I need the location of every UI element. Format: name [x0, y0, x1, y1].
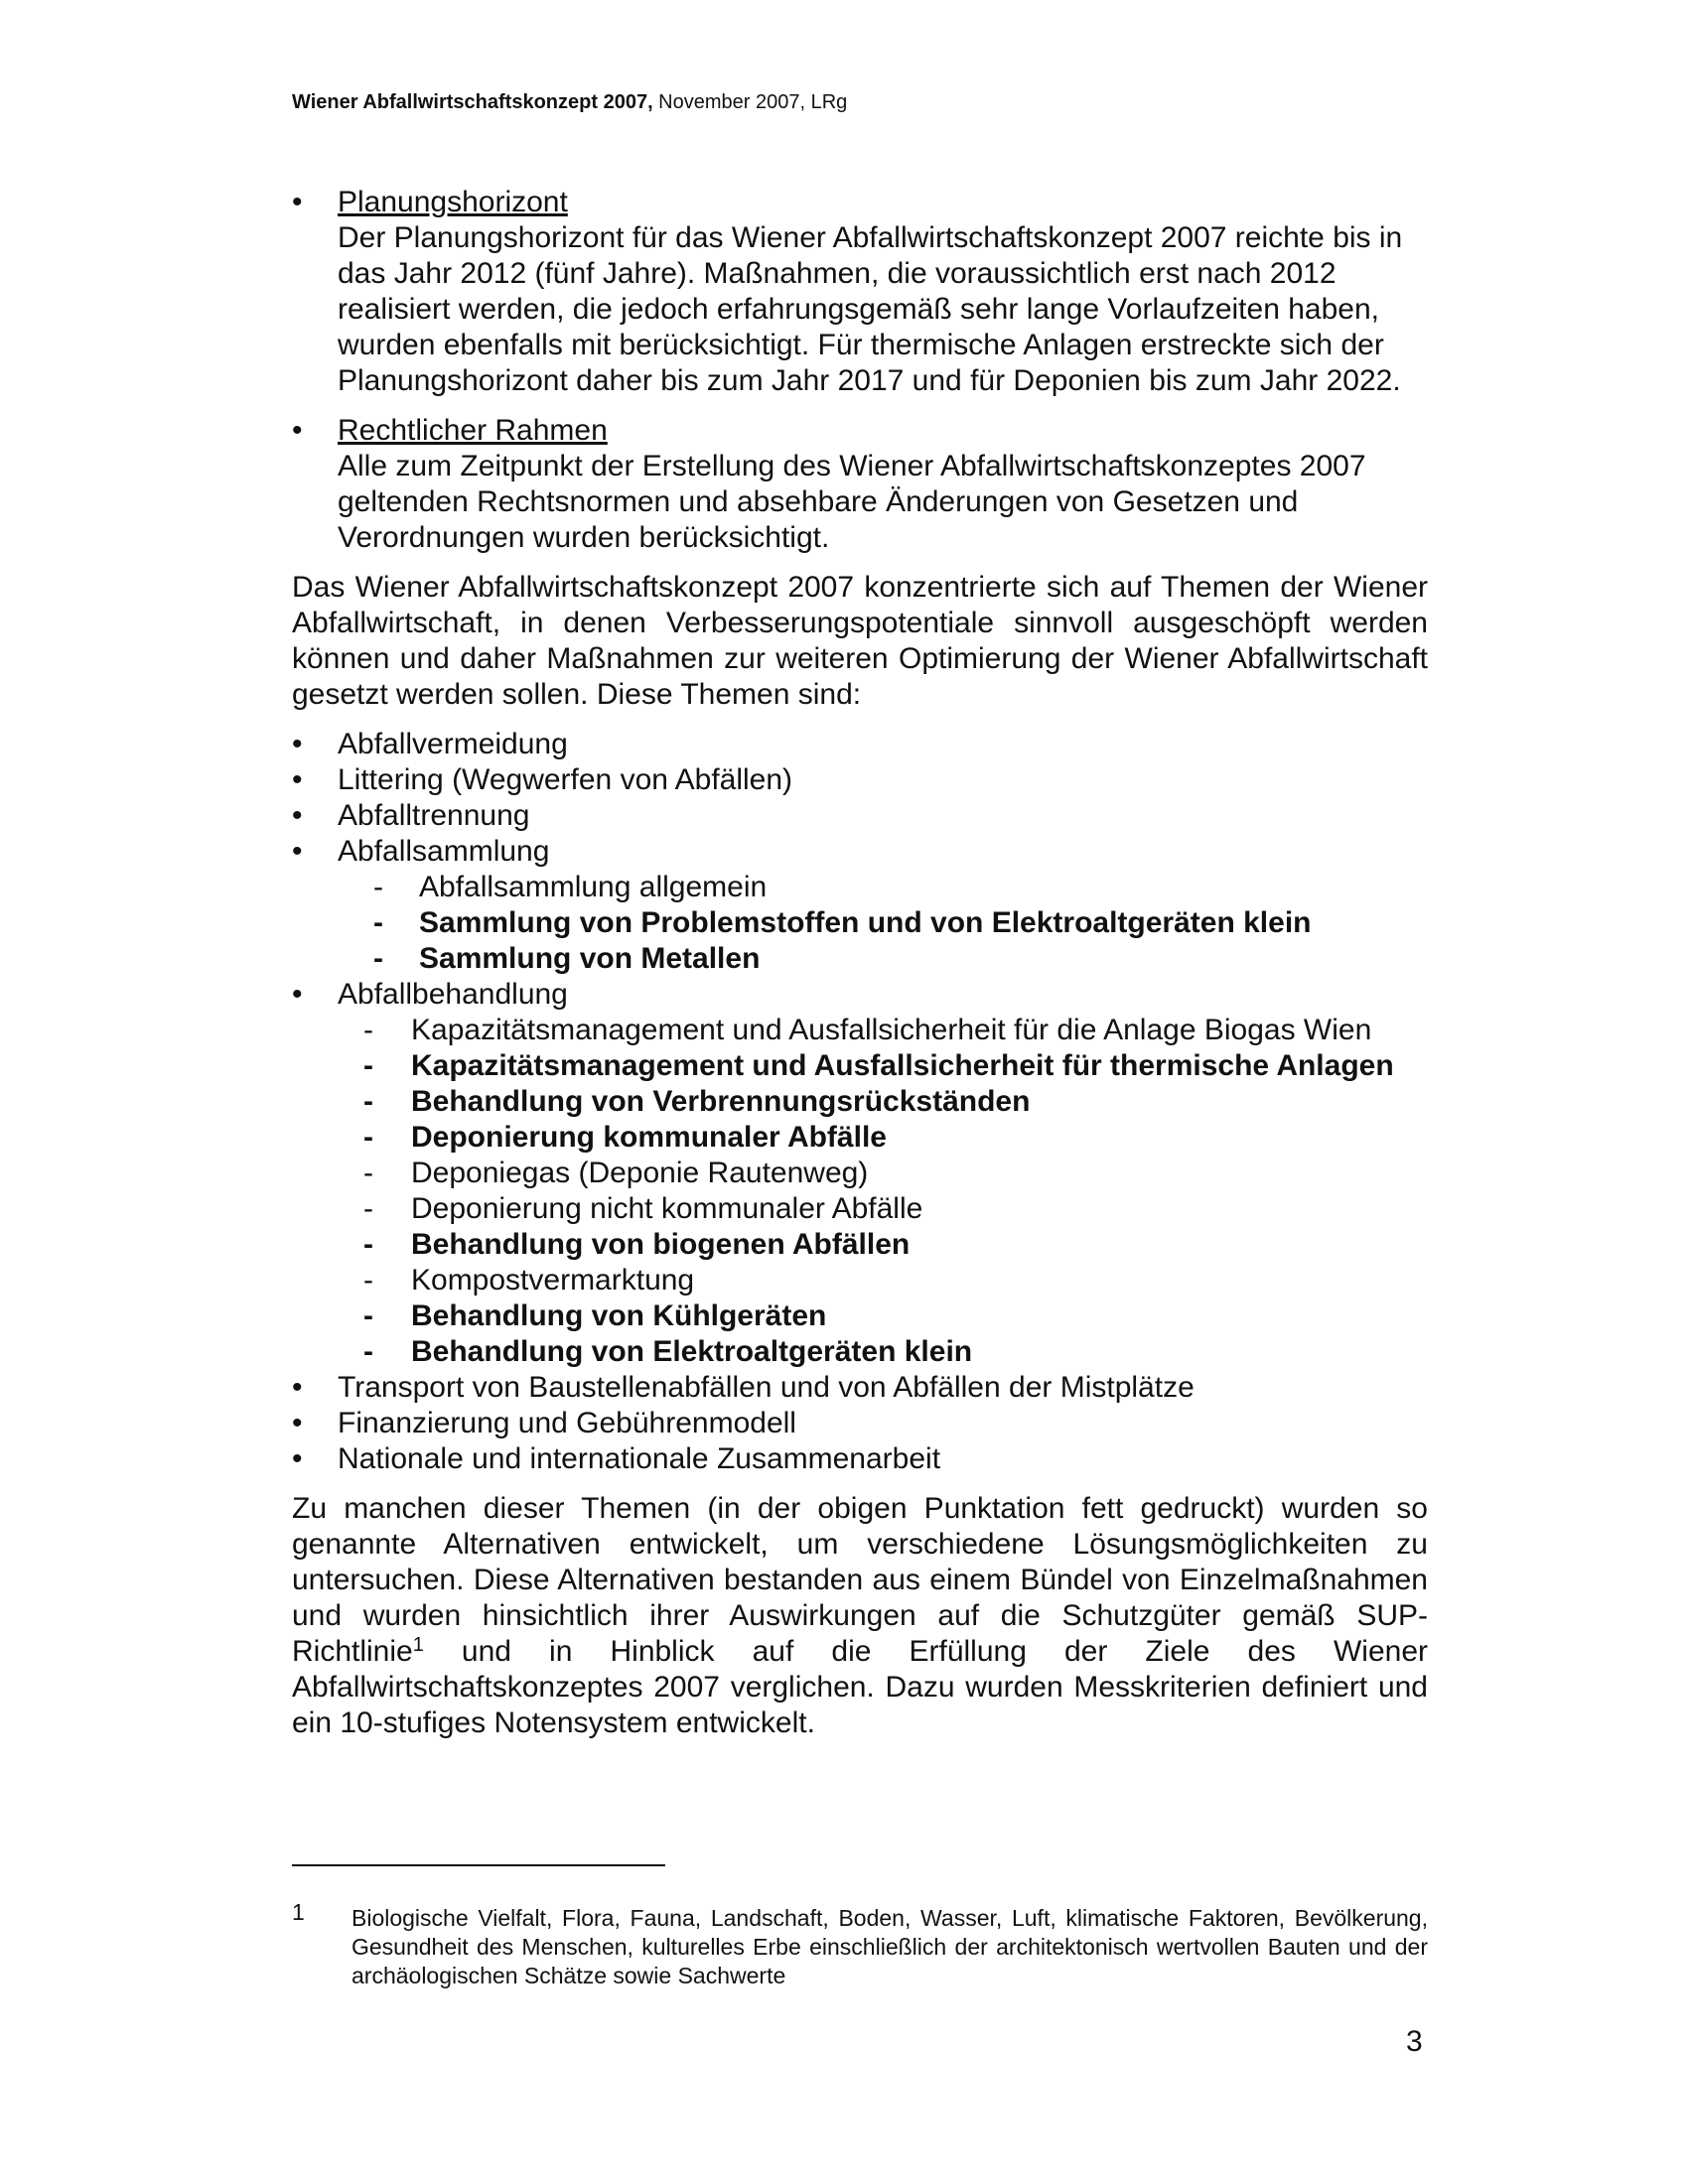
- running-header: [292, 91, 847, 114]
- list-item: • Littering (Wegwerfen von Abfällen): [292, 762, 1428, 798]
- footnote-reference[interactable]: 1: [412, 1634, 424, 1656]
- sub-list-item: - Behandlung von Verbrennungsrückständen: [292, 1084, 1428, 1120]
- sub-list-item: - Behandlung von Kühlgeräten: [292, 1298, 1428, 1334]
- list-item: • Abfallvermeidung: [292, 727, 1428, 762]
- intro-paragraph: Das Wiener Abfallwirtschaftskonzept 2007 konzentrierte sich auf Themen der Wiener Abfallwirtschaft, in denen Verbesserungspotentiale sinnvoll ausgeschöpft werden können und daher Maßnahmen zur weiteren Optimierung der Wiener Abfallwirtschaft gesetzt werden sollen. Diese Themen sind:: [292, 571, 1428, 711]
- footnote-divider: [292, 1864, 665, 1866]
- page-number: 3: [1406, 2025, 1423, 2058]
- sub-list-item: - Kompostvermarktung: [292, 1263, 1428, 1298]
- sub-list-item: - Deponiegas (Deponie Rautenweg): [292, 1156, 1428, 1191]
- list-item: • Finanzierung und Gebührenmodell: [292, 1406, 1428, 1441]
- closing-text-start: Zu manchen dieser Themen (in der obigen Punktation fett gedruckt) wurden so genannte Alternativen entwickelt, um verschiedene Lösungsmöglichkeiten zu untersuchen. Diese Alternativen bestanden aus einem Bündel von Einzelmaßnahmen und wurden hinsichtlich ihrer Auswirkungen auf die Schutzgüter gemäß SUP-Richtlinie: [292, 1492, 1428, 1668]
- sub-list-item: - Deponierung nicht kommunaler Abfälle: [292, 1191, 1428, 1227]
- sub-list-item: - Abfallsammlung allgemein: [292, 870, 1428, 905]
- footnote-text: Biologische Vielfalt, Flora, Fauna, Landschaft, Boden, Wasser, Luft, klimatische Faktoren, Bevölkerung, Gesundheit des Menschen, kulturelles Erbe einschließlich der architektonisch wertvollen Bauten und der archäologischen Schätze sowie Sachwerte: [352, 1905, 1428, 1988]
- rechtlicher-rahmen-item: [292, 413, 1428, 556]
- planungshorizont-item: [292, 185, 1428, 399]
- list-item: • Abfallbehandlung: [292, 977, 1428, 1013]
- closing-paragraph: [292, 1491, 1428, 1741]
- footnote-number: 1: [292, 1899, 305, 1925]
- sub-list-item: - Sammlung von Problemstoffen und von Elektroaltgeräten klein: [292, 905, 1428, 941]
- header-title: Wiener Abfallwirtschaftskonzept 2007,: [292, 91, 653, 113]
- rechtlicher-rahmen-heading: • Rechtlicher Rahmen: [338, 414, 608, 447]
- sub-list-item: - Sammlung von Metallen: [292, 941, 1428, 977]
- page-body: [292, 185, 1428, 1755]
- sub-list-item: - Deponierung kommunaler Abfälle: [292, 1120, 1428, 1156]
- sub-list-item: - Behandlung von Elektroaltgeräten klein: [292, 1334, 1428, 1370]
- rechtlicher-rahmen-text: Alle zum Zeitpunkt der Erstellung des Wiener Abfallwirtschaftskonzeptes 2007 geltenden Rechtsnormen und absehbare Änderungen von Gesetzen und Verordnungen wurden berücksichtigt.: [338, 450, 1366, 554]
- sub-list-item: - Kapazitätsmanagement und Ausfallsicherheit für die Anlage Biogas Wien: [292, 1013, 1428, 1048]
- planungshorizont-text: Der Planungshorizont für das Wiener Abfallwirtschaftskonzept 2007 reichte bis in das Jahr 2012 (fünf Jahre). Maßnahmen, die voraussichtlich erst nach 2012 realisiert werden, die jedoch erfahrungsgemäß sehr lange Vorlaufzeiten haben, wurden ebenfalls mit berücksichtigt. Für thermische Anlagen erstreckte sich der Planungshorizont daher bis zum Jahr 2017 und für Deponien bis zum Jahr 2022.: [338, 221, 1403, 397]
- footnote: [292, 1899, 1428, 1990]
- topics-list: [292, 727, 1428, 1477]
- list-item: • Nationale und internationale Zusammenarbeit: [292, 1441, 1428, 1477]
- sub-list-item: - Behandlung von biogenen Abfällen: [292, 1227, 1428, 1263]
- sub-list-item: - Kapazitätsmanagement und Ausfallsicherheit für thermische Anlagen: [292, 1048, 1428, 1084]
- list-item: • Transport von Baustellenabfällen und von Abfällen der Mistplätze: [292, 1370, 1428, 1406]
- closing-text-end: und in Hinblick auf die Erfüllung der Ziele des Wiener Abfallwirtschaftskonzeptes 2007 verglichen. Dazu wurden Messkriterien definiert und ein 10-stufiges Notensystem entwickelt.: [292, 1635, 1428, 1739]
- planungshorizont-heading: • Planungshorizont: [338, 186, 568, 218]
- list-item: • Abfallsammlung: [292, 834, 1428, 870]
- list-item: • Abfalltrennung: [292, 798, 1428, 834]
- header-subtitle: November 2007, LRg: [652, 91, 848, 113]
